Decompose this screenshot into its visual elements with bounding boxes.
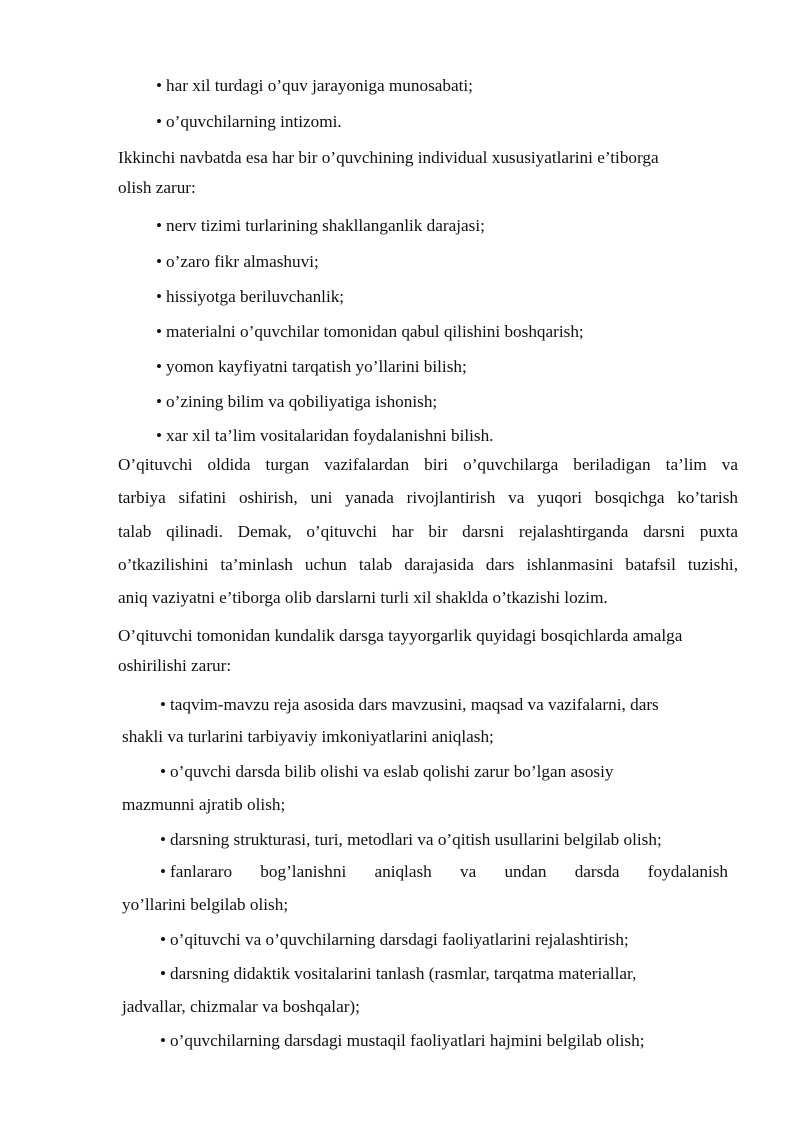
list-item: • yomon kayfiyatni tarqatish yo’llarini bilish;	[156, 357, 467, 377]
paragraph-line: o’tkazilishini ta’minlash uchun talab darajasida dars ishlanmasini batafsil tuzishi,	[118, 555, 738, 574]
list-item: • o’quvchilarning intizomi.	[156, 112, 342, 132]
paragraph-line: talab qilinadi. Demak, o’qituvchi har bir darsni rejalashtirganda darsni puxta	[118, 522, 738, 541]
paragraph-line: oshirilishi zarur:	[118, 656, 232, 675]
paragraph-line: tarbiya sifatini oshirish, uni yanada rivojlantirish va yuqori bosqichga ko’tarish	[118, 488, 738, 507]
paragraph-line: O’qituvchi tomonidan kundalik darsga tayyorgarlik quyidagi bosqichlarda amalga	[118, 626, 683, 645]
list-item: • o’zining bilim va qobiliyatiga ishonish;	[156, 392, 437, 412]
list-item-continuation: shakli va turlarini tarbiyaviy imkoniyatlarini aniqlash;	[122, 727, 494, 746]
list-item: • o’quvchi darsda bilib olishi va eslab qolishi zarur bo’lgan asosiy	[160, 762, 613, 782]
list-item: • o’zaro fikr almashuvi;	[156, 252, 319, 272]
list-item: • nerv tizimi turlarining shakllanganlik darajasi;	[156, 216, 485, 236]
list-item-continuation: jadvallar, chizmalar va boshqalar);	[122, 997, 360, 1016]
list-item: • hissiyotga beriluvchanlik;	[156, 287, 344, 307]
list-item: • har xil turdagi o’quv jarayoniga munosabati;	[156, 76, 473, 96]
list-item: • xar xil ta’lim vositalaridan foydalanishni bilish.	[156, 426, 493, 446]
list-item-continuation: yo’llarini belgilab olish;	[122, 895, 289, 914]
list-item: • fanlararo bog’lanishni aniqlash va undan darsda foydalanish	[160, 862, 728, 882]
list-item: • darsning strukturasi, turi, metodlari va o’qitish usullarini belgilab olish;	[160, 830, 662, 850]
list-item-continuation: mazmunni ajratib olish;	[122, 795, 286, 814]
list-item: • o’quvchilarning darsdagi mustaqil faoliyatlari hajmini belgilab olish;	[160, 1031, 645, 1051]
list-item: • materialni o’quvchilar tomonidan qabul qilishini boshqarish;	[156, 322, 584, 342]
paragraph-line: olish zarur:	[118, 178, 196, 197]
paragraph-line: O’qituvchi oldida turgan vazifalardan biri o’quvchilarga beriladigan ta’lim va	[118, 455, 738, 474]
list-item: • darsning didaktik vositalarini tanlash (rasmlar, tarqatma materiallar,	[160, 964, 636, 984]
list-item: • o’qituvchi va o’quvchilarning darsdagi faoliyatlarini rejalashtirish;	[160, 930, 629, 950]
paragraph-line: aniq vaziyatni e’tiborga olib darslarni turli xil shaklda o’tkazishi lozim.	[118, 588, 608, 607]
list-item: • taqvim-mavzu reja asosida dars mavzusini, maqsad va vazifalarni, dars	[160, 695, 659, 715]
paragraph-line: Ikkinchi navbatda esa har bir o’quvchining individual xususiyatlarini e’tiborga	[118, 148, 659, 167]
